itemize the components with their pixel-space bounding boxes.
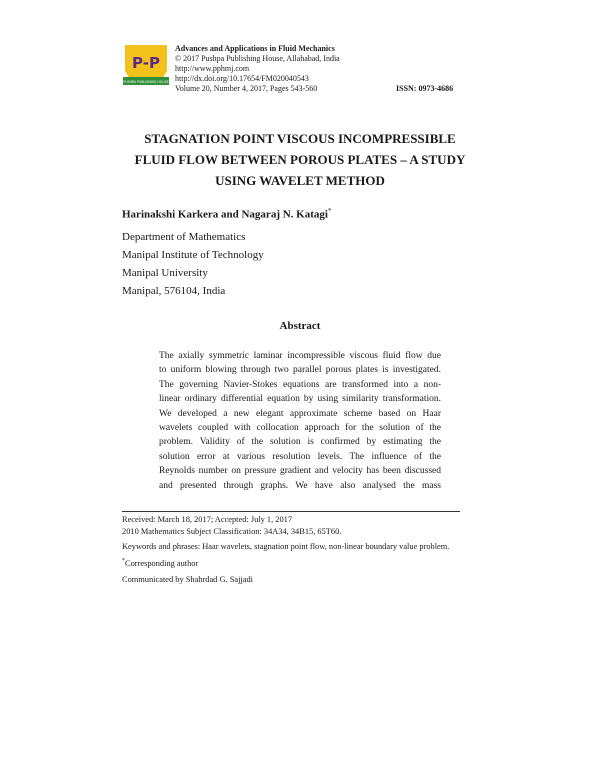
abstract-line: problem. Validity of the solution is confirmed by estimating the: [159, 437, 441, 448]
journal-info: [175, 44, 465, 94]
abstract-line: and presented through graphs. We have also analysed the mass: [159, 480, 441, 491]
affiliation-line: Department of Mathematics: [122, 231, 246, 243]
corresponding-footnote-mark: *: [122, 558, 125, 565]
publisher-logo: [121, 41, 171, 91]
footnotes: [122, 514, 460, 586]
abstract-line: The governing Navier-Stokes equations are transformed into a non-: [159, 379, 441, 390]
received-dates: Received: March 18, 2017; Accepted: July 1, 2017: [122, 515, 293, 524]
website-link[interactable]: http://www.pphmj.com: [175, 64, 250, 73]
keywords: Keywords and phrases: Haar wavelets, stagnation point flow, non-linear boundary value problem.: [122, 541, 450, 551]
abstract-line: solution error at various resolution levels. The influence of the: [159, 451, 441, 462]
affiliation-line: Manipal University: [122, 267, 208, 279]
logo-letters: P-P: [132, 54, 160, 72]
abstract-heading: Abstract: [279, 320, 321, 332]
corresponding-author: [122, 556, 460, 570]
corresponding-mark: *: [327, 207, 332, 215]
abstract-line: We developed a new elegant approximate scheme based on Haar: [159, 408, 441, 419]
abstract-line: Reynolds number on pressure gradient and velocity has been discussed: [159, 466, 441, 477]
logo-band-text: PUSHPA PUBLISHING HOUSE: [123, 80, 169, 84]
journal-title: Advances and Applications in Fluid Mechanics: [175, 44, 335, 53]
footnote-divider: [122, 511, 460, 512]
abstract-line: linear ordinary differential equation by using similarity transformation.: [159, 394, 441, 405]
affiliation-line: Manipal Institute of Technology: [122, 249, 264, 261]
msc-classification: 2010 Mathematics Subject Classification: 34A34, 34B15, 65T60.: [122, 526, 342, 536]
abstract-body: [159, 349, 441, 493]
title-line: USING WAVELET METHOD: [215, 173, 385, 188]
communicated-by: Communicated by Shahrdad G. Sajjadi: [122, 574, 253, 584]
doi-link[interactable]: http://dx.doi.org/10.17654/FM020040543: [175, 74, 309, 83]
title-line: STAGNATION POINT VISCOUS INCOMPRESSIBLE: [144, 131, 456, 146]
abstract-line: The axially symmetric laminar incompressible viscous fluid flow due: [159, 351, 441, 361]
volume-line: Volume 20, Number 4, 2017, Pages 543-560: [175, 84, 318, 93]
abstract-line: to uniform blowing through two parallel porous plates is investigated.: [159, 365, 441, 376]
copyright-line: © 2017 Pushpa Publishing House, Allahabad, India: [175, 54, 340, 63]
issn: ISSN: 0973-4686: [396, 84, 454, 93]
corresponding-text: Corresponding author: [125, 559, 199, 569]
author-list: [122, 207, 331, 221]
affiliation: [122, 228, 264, 300]
abstract-line: wavelets coupled with collocation approach for the solution of the: [159, 423, 441, 434]
paper-title: [110, 128, 490, 191]
affiliation-line: Manipal, 576104, India: [122, 285, 226, 297]
author-names: Harinakshi Karkera and Nagaraj N. Katagi: [122, 208, 328, 221]
title-line: FLUID FLOW BETWEEN POROUS PLATES – A STUDY: [134, 152, 466, 167]
